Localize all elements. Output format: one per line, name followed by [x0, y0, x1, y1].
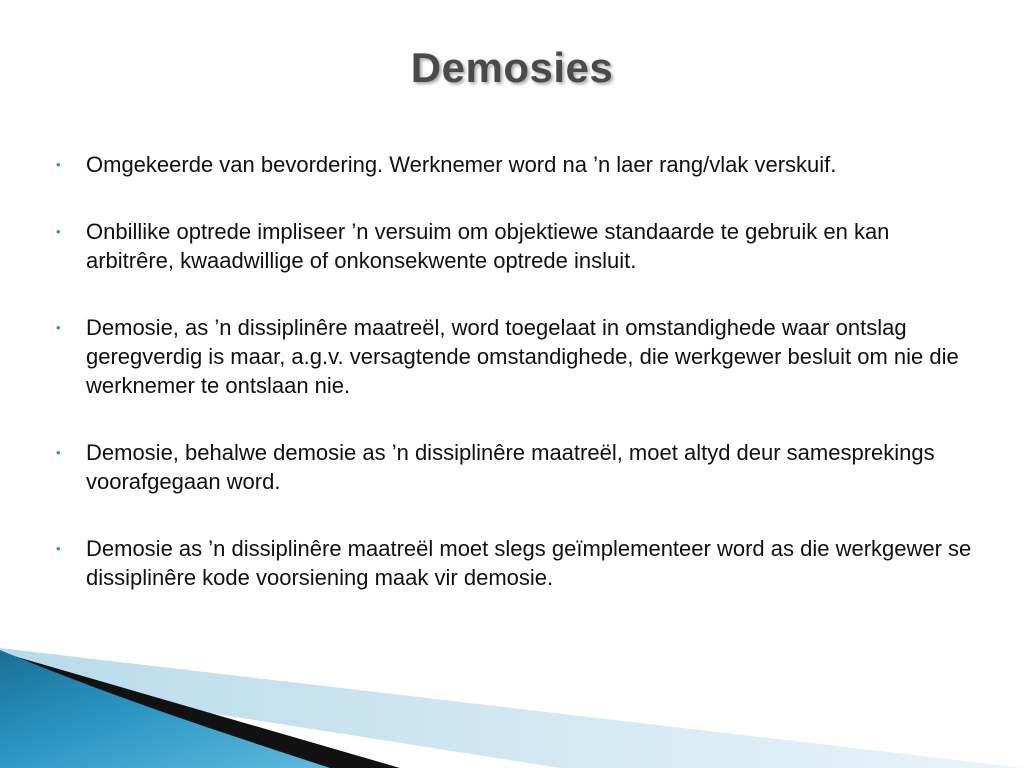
bullet-item: [56, 313, 976, 400]
slide-title: Demosies: [410, 44, 614, 91]
bullet-text: Demosie, as ’n dissiplinêre maatreël, word toegelaat in omstandighede waar ontslag geregverdig is maar, a.g.v. versagtende omstandighede, die werkgewer besluit om nie die werknemer te ontslaan nie.: [86, 315, 959, 398]
bullet-icon: •: [56, 445, 61, 460]
bullet-icon: •: [56, 541, 61, 556]
bullet-item: [56, 217, 976, 275]
bullet-item: [56, 534, 976, 592]
bullet-text: Demosie as ’n dissiplinêre maatreël moet slegs geïmplementeer word as die werkgewer se dissiplinêre kode voorsiening maak vir demosie.: [86, 536, 972, 590]
bullet-text: Omgekeerde van bevordering. Werknemer word na ’n laer rang/vlak verskuif.: [86, 152, 837, 177]
bullet-text: Demosie, behalwe demosie as ’n dissiplinêre maatreël, moet altyd deur samesprekings voorafgegaan word.: [86, 440, 935, 494]
bullet-list: [56, 150, 976, 630]
bullet-icon: •: [56, 224, 61, 239]
bullet-icon: •: [56, 320, 61, 335]
bullet-icon: •: [56, 157, 61, 172]
bullet-item: [56, 150, 976, 179]
bullet-item: [56, 438, 976, 496]
decorative-swoosh: [0, 640, 1024, 768]
bullet-text: Onbillike optrede impliseer ’n versuim om objektiewe standaarde te gebruik en kan arbitrêre, kwaadwillige of onkonsekwente optrede insluit.: [86, 219, 890, 273]
